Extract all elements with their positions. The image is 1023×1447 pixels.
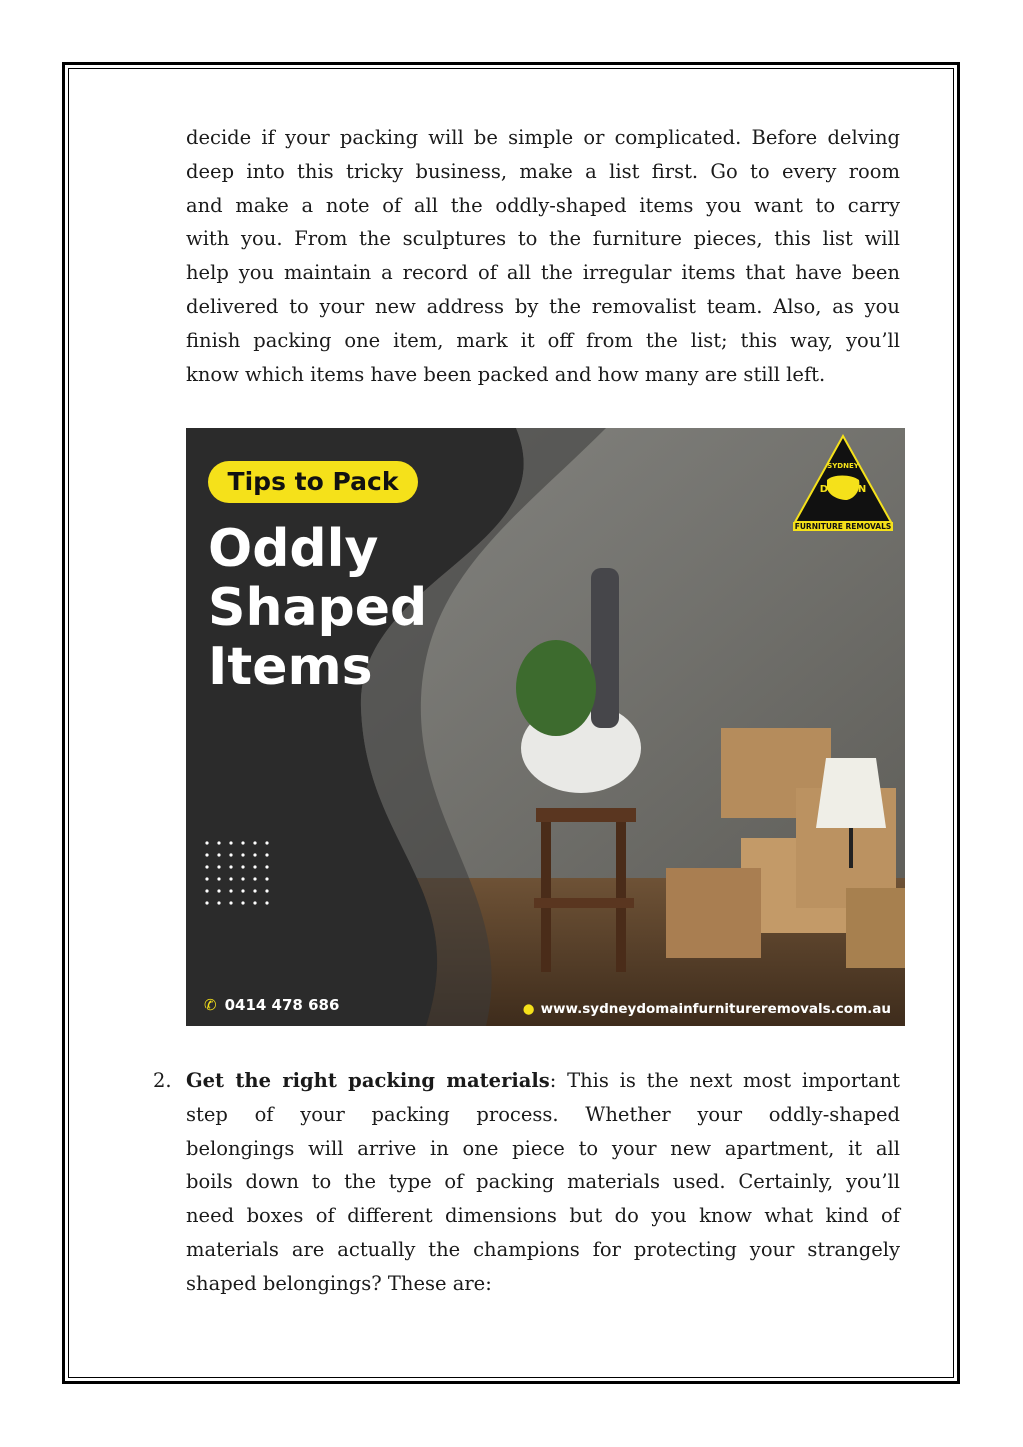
list-number: 2. (153, 1069, 172, 1092)
paragraph-line (186, 1064, 900, 1098)
paragraph-list-advice (186, 121, 900, 391)
paragraph-line: deep into this tricky business, make a list first. Go to every room (186, 159, 900, 183)
headline-line: Shaped (208, 578, 428, 638)
promo-phone (204, 996, 339, 1014)
logo-text-middle: DOMAIN (819, 484, 867, 495)
list-item-lead: : This is the next most important (549, 1069, 900, 1092)
paragraph-line: know which items have been packed and how many are still left. (186, 362, 826, 386)
promo-tag: Tips to Pack (208, 461, 418, 503)
company-logo (793, 434, 893, 534)
globe-icon: ● (522, 1001, 535, 1017)
list-item-packing-materials (186, 1064, 900, 1301)
phone-number: 0414 478 686 (224, 996, 340, 1014)
logo-text-bottom: FURNITURE REMOVALS (794, 522, 892, 531)
promo-headline (208, 520, 427, 697)
paragraph-line: decide if your packing will be simple or complicated. Before delving (186, 126, 900, 149)
logo-text-top: SYDNEY (827, 462, 859, 470)
paragraph-line: shaped belongings? These are: (186, 1271, 492, 1295)
paragraph-line: boils down to the type of packing materials used. Certainly, you’ll (186, 1170, 900, 1194)
dot-grid-decoration (202, 838, 292, 918)
paragraph-line: belongings will arrive in one piece to your new apartment, it all (186, 1136, 900, 1160)
paragraph-line: help you maintain a record of all the irregular items that have been (186, 261, 900, 285)
promo-website (523, 1001, 891, 1017)
paragraph-line: need boxes of different dimensions but do you know what kind of (186, 1204, 900, 1228)
promo-image (186, 428, 905, 1026)
paragraph-line: step of your packing process. Whether your oddly-shaped (186, 1102, 900, 1126)
headline-line: Oddly (208, 519, 379, 579)
headline-line: Items (208, 637, 373, 697)
paragraph-line: finish packing one item, mark it off from the list; this way, you’ll (186, 328, 900, 352)
website-url: www.sydneydomainfurnitureremovals.com.au (540, 1001, 891, 1017)
list-item-heading: Get the right packing materials (186, 1069, 550, 1092)
paragraph-line: with you. From the sculptures to the furniture pieces, this list will (186, 227, 900, 251)
paragraph-line: delivered to your new address by the removalist team. Also, as you (186, 294, 900, 318)
paragraph-line: and make a note of all the oddly-shaped items you want to carry (186, 193, 900, 217)
paragraph-line: materials are actually the champions for protecting your strangely (186, 1237, 900, 1261)
phone-icon: ✆ (204, 996, 217, 1014)
